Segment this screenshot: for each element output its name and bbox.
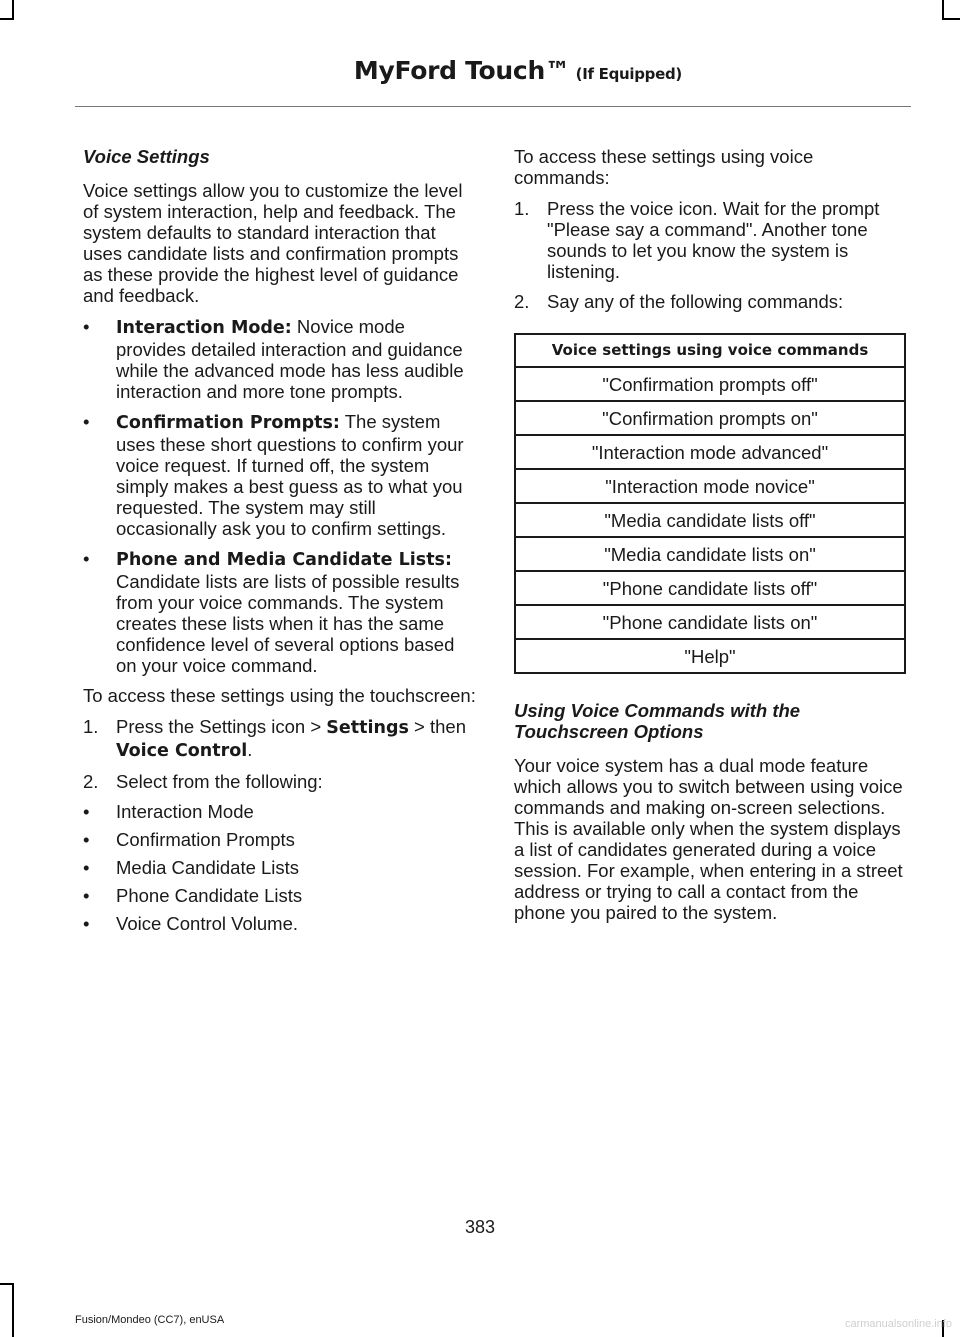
bullet-text: Novice mode provides detailed interaction and guidance while the advanced mode has less audible interaction and more tone prompts. xyxy=(116,316,464,402)
step-text: Say any of the following commands: xyxy=(547,291,844,312)
bullet-marker: • xyxy=(83,411,90,432)
table-cell: "Interaction mode novice" xyxy=(515,469,905,503)
bullet-marker: • xyxy=(83,548,90,569)
table-row xyxy=(515,605,905,639)
step-term-settings: Settings xyxy=(326,718,409,738)
step-text: > then xyxy=(408,716,466,737)
table-row xyxy=(515,401,905,435)
option-item xyxy=(83,913,478,934)
section-heading-touchscreen-options: Using Voice Commands with the Touchscreen Options xyxy=(514,700,801,742)
table-row xyxy=(515,639,905,673)
bullet-text: Candidate lists are lists of possible results from your voice commands. The system creates these lists when it has the same confidence level of several options based on your voice command. xyxy=(116,571,460,676)
bullet-marker: • xyxy=(83,857,90,878)
crop-mark-top-right xyxy=(942,0,944,20)
option-item xyxy=(83,857,478,878)
header-suffix: (If Equipped) xyxy=(575,65,682,83)
watermark: carmanualsonline.info xyxy=(844,1318,952,1330)
option-label: Media Candidate Lists xyxy=(116,857,300,878)
table-row xyxy=(515,503,905,537)
page-number: 383 xyxy=(464,1217,496,1237)
step-number: 1. xyxy=(83,716,99,737)
footer-model: Fusion/Mondeo (CC7), enUSA xyxy=(75,1314,225,1326)
bullet-candidate-lists xyxy=(83,548,478,676)
bullet-marker: • xyxy=(83,885,90,906)
crop-mark-bottom-left xyxy=(12,1283,14,1337)
crop-mark-top-right-h xyxy=(942,18,960,20)
touch-step-1 xyxy=(83,716,478,762)
table-cell: "Phone candidate lists on" xyxy=(515,605,905,639)
step-number: 1. xyxy=(514,198,530,219)
step-number: 2. xyxy=(514,291,530,312)
step-term-voice-control: Voice Control xyxy=(116,741,248,761)
table-cell: "Phone candidate lists off" xyxy=(515,571,905,605)
table-cell: "Interaction mode advanced" xyxy=(515,435,905,469)
table-cell: "Help" xyxy=(515,639,905,673)
right-column xyxy=(514,146,909,933)
touch-step-2 xyxy=(83,771,478,792)
option-item xyxy=(83,829,478,850)
step-text: Press the voice icon. Wait for the prompt "Please say a command". Another tone sounds to let you know the system is listening. xyxy=(547,198,880,282)
dual-mode-paragraph: Your voice system has a dual mode feature which allows you to switch between using voice commands and making on-screen selections. This is available only when the system displays a list of candidates generated during a voice session. For example, when entering in a street address or trying to call a contact from the phone you paired to the system. xyxy=(514,755,903,923)
table-row xyxy=(515,435,905,469)
option-label: Voice Control Volume. xyxy=(116,913,299,934)
option-item xyxy=(83,801,478,822)
table-cell: "Media candidate lists off" xyxy=(515,503,905,537)
bullet-marker: • xyxy=(83,801,90,822)
header-rule xyxy=(75,106,911,107)
bullet-confirmation-prompts xyxy=(83,411,478,539)
touchscreen-intro: To access these settings using the touchscreen: xyxy=(83,685,476,706)
table-row xyxy=(515,571,905,605)
table-cell: "Confirmation prompts on" xyxy=(515,401,905,435)
voice-commands-table xyxy=(514,333,906,674)
bullet-term: Phone and Media Candidate Lists: xyxy=(116,550,452,570)
voice-step-2 xyxy=(514,291,909,312)
bullet-interaction-mode xyxy=(83,316,478,402)
table-row xyxy=(515,367,905,401)
table-cell: "Confirmation prompts off" xyxy=(515,367,905,401)
voice-step-1 xyxy=(514,198,909,282)
left-column xyxy=(83,146,478,941)
bullet-marker: • xyxy=(83,316,90,337)
table-header: Voice settings using voice commands xyxy=(515,334,905,367)
step-text: . xyxy=(247,739,253,760)
bullet-text: The system uses these short questions to confirm your voice request. If turned off, the system simply makes a best guess as to what you requested. The system may still occasionally ask you to confirm settings. xyxy=(116,411,464,539)
page-header xyxy=(354,56,682,85)
step-text: Press the Settings icon > xyxy=(116,716,327,737)
option-label: Interaction Mode xyxy=(116,801,254,822)
section-heading-voice-settings: Voice Settings xyxy=(83,146,210,167)
crop-mark-top-left-h xyxy=(0,18,14,20)
step-text: Select from the following: xyxy=(116,771,323,792)
table-row xyxy=(515,537,905,571)
bullet-marker: • xyxy=(83,829,90,850)
table-row xyxy=(515,469,905,503)
crop-mark-top-left xyxy=(12,0,14,20)
option-label: Phone Candidate Lists xyxy=(116,885,303,906)
step-number: 2. xyxy=(83,771,99,792)
option-item xyxy=(83,885,478,906)
bullet-term: Confirmation Prompts: xyxy=(116,413,340,433)
option-label: Confirmation Prompts xyxy=(116,829,295,850)
crop-mark-bottom-left-h xyxy=(0,1283,14,1285)
header-title: MyFord Touch™ xyxy=(353,56,570,85)
intro-paragraph: Voice settings allow you to customize the level of system interaction, help and feedback. The system defaults to standard interaction that uses candidate lists and confirmation prompts as these provide the highest level of guidance and feedback. xyxy=(83,180,463,306)
bullet-term: Interaction Mode: xyxy=(116,318,292,338)
table-cell: "Media candidate lists on" xyxy=(515,537,905,571)
voice-intro: To access these settings using voice commands: xyxy=(514,146,814,188)
bullet-marker: • xyxy=(83,913,90,934)
